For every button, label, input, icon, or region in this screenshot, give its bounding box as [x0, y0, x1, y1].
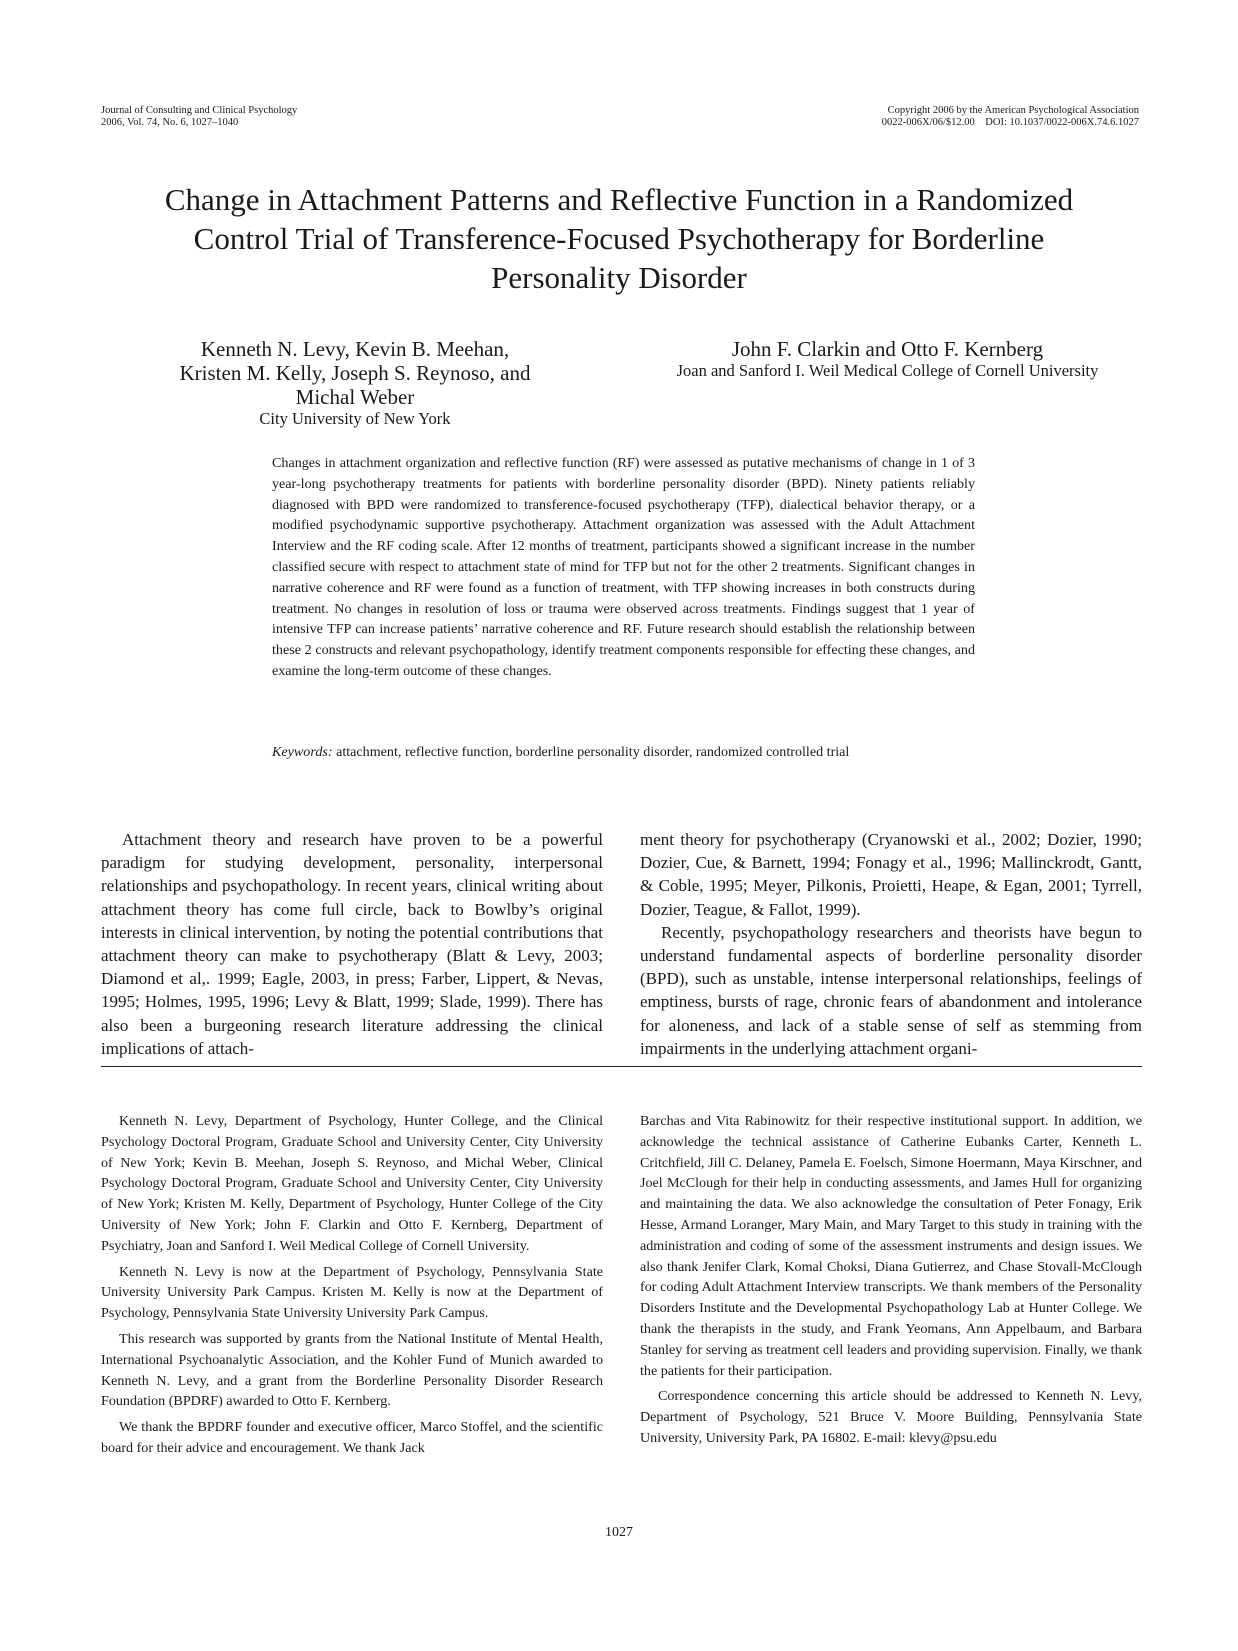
running-head-journal — [101, 105, 297, 129]
doi-line: 0022-006X/06/$12.00 DOI: 10.1037/0022-006X.74.6.1027 — [881, 117, 1139, 128]
journal-volume: 2006, Vol. 74, No. 6, 1027–1040 — [101, 117, 239, 128]
body-paragraph-continued: ment theory for psychotherapy (Cryanowski et al., 2002; Dozier, 1990; Dozier, Cue, & Barnett, 1994; Fonagy et al., 1996; Mallinckrodt, Gantt, & Coble, 1995; Meyer, Pilkonis, Proietti, Heape, & Egan, 2001; Tyrrell, Dozier, Teague, & Fallot, 1999). — [640, 830, 1142, 919]
body-paragraph: Attachment theory and research have proven to be a powerful paradigm for studying development, personality, interpersonal relationships and psychopathology. In recent years, clinical writing about attachment theory has come full circle, back to Bowlby’s original interests in clinical intervention, by noting the potential contributions that attachment theory can make to psychotherapy (Blatt & Levy, 2003; Diamond et al,. 1999; Eagle, 2003, in press; Farber, Lippert, & Nevas, 1995; Holmes, 1995, 1996; Levy & Blatt, 1999; Slade, 1999). There has also been a burgeoning research literature addressing the clinical implications of attach- — [101, 830, 603, 1058]
body-column-left — [101, 828, 603, 1060]
author-note-acknowledgments: We thank the BPDRF founder and executive officer, Marco Stoffel, and the scientific board for their advice and encouragement. We thank Jack — [101, 1419, 603, 1456]
page-number: 1027 — [605, 1525, 633, 1540]
author-note-funding: This research was supported by grants from the National Institute of Mental Health, International Psychoanalytic Association, and the Kohler Fund of Munich awarded to Kenneth N. Levy, and a grant from the Borderline Personality Disorder Research Foundation (BPDRF) awarded to Otto F. Kernberg. — [101, 1330, 603, 1410]
title-line-3: Personality Disorder — [491, 260, 747, 295]
body-paragraph: Recently, psychopathology researchers and theorists have begun to understand fundamental aspects of borderline personality disorder (BPD), such as unstable, intense interpersonal relationships, feelings of emptiness, bursts of rage, chronic fears of abandonment and intolerance for aloneness, and lack of a stable sense of self as stemming from impairments in the underlying attachment organi- — [640, 922, 1142, 1058]
article-title — [80, 180, 1158, 297]
author-line-1: Kenneth N. Levy, Kevin B. Meehan, — [200, 337, 510, 361]
author-line-cornell: John F. Clarkin and Otto F. Kernberg — [731, 337, 1044, 361]
author-note-acknowledgments-continued: Barchas and Vita Rabinowitz for their respective institutional support. In addition, we acknowledge the technical assistance of Catherine Eubanks Carter, Kenneth L. Critchfield, Jill C. Delaney, Pamela E. Foelsch, Simone Hoermann, Maya Kirschner, and Joel McClough for their help in conducting assessments, and James Hull for organizing and maintaining the data. We also acknowledge the consultation of Peter Fonagy, Erik Hesse, Armand Loranger, Mary Main, and Mary Target to this study in training with the administration and coding of some of the assessment instruments and design issues. We also thank Jenifer Clark, Komal Choksi, Diana Gutierrez, and Chase Stovall-McClough for coding Adult Attachment Interview transcripts. We thank members of the Personality Disorders Institute and the Developmental Psychopathology Lab at Hunter College. We thank the therapists in the study, and Frank Yeomans, Ann Appelbaum, and Barbara Stanley for serving as treatment cell leaders and providing supervision. Finally, we thank the patients for their participation. — [640, 1113, 1142, 1379]
journal-name: Journal of Consulting and Clinical Psychology — [101, 105, 298, 116]
title-line-1: Change in Attachment Patterns and Reflective Function in a Randomized — [164, 182, 1074, 217]
running-head-copyright — [882, 105, 1139, 129]
keywords-text: attachment, reflective function, borderline personality disorder, randomized controlled trial — [332, 744, 850, 760]
author-affiliation-cuny: City University of New York — [259, 409, 451, 428]
author-note-current-affiliations: Kenneth N. Levy is now at the Department of Psychology, Pennsylvania State University University Park Campus. Kristen M. Kelly is now at the Department of Psychology, Pennsylvania State University University Park Campus. — [101, 1263, 603, 1322]
abstract: Changes in attachment organization and reflective function (RF) were assessed as putative mechanisms of change in 1 of 3 year-long psychotherapy treatments for patients with borderline personality disorder (BPD). Ninety patients reliably diagnosed with BPD were randomized to transference-focused psychotherapy (TFP), dialectical behavior therapy, or a modified psychodynamic supportive psychotherapy. Attachment organization was assessed with the Adult Attachment Interview and the RF coding scale. After 12 months of treatment, participants showed a significant increase in the number classified secure with respect to attachment state of mind for TFP but not for the other 2 treatments. Significant changes in narrative coherence and RF were found as a function of treatment, with TFP showing increases in both constructs during treatment. No changes in resolution of loss or trauma were observed across treatments. Findings suggest that 1 year of intensive TFP can increase patients’ narrative coherence and RF. Future research should establish the relationship between these 2 constructs and relevant psychopathology, identify treatment components responsible for effecting these changes, and examine the long-term outcome of these changes. — [272, 455, 975, 679]
author-note-correspondence: Correspondence concerning this article should be addressed to Kenneth N. Levy, Department of Psychology, 521 Bruce V. Moore Building, Pennsylvania State University, University Park, PA 16802. E-mail: klevy@psu.edu — [640, 1388, 1142, 1446]
author-note-affiliations: Kenneth N. Levy, Department of Psychology, Hunter College, and the Clinical Psychology Doctoral Program, Graduate School and University Center, City University of New York; Kevin B. Meehan, Joseph S. Reynoso, and Michal Weber, Clinical Psychology Doctoral Program, Graduate School and University Center, City University of New York; Kristen M. Kelly, Department of Psychology, Hunter College of the City University of New York; John F. Clarkin and Otto F. Kernberg, Department of Psychiatry, Joan and Sanford I. Weil Medical College of Cornell University. — [101, 1113, 603, 1254]
footnotes-column-left — [101, 1111, 603, 1464]
author-line-3: Michal Weber — [295, 385, 415, 409]
footnote-divider — [101, 1066, 1142, 1067]
body-column-right — [640, 828, 1142, 1060]
author-line-2: Kristen M. Kelly, Joseph S. Reynoso, and — [179, 361, 531, 385]
keywords-label: Keywords: — [272, 744, 333, 760]
author-group-cuny — [100, 337, 610, 429]
title-line-2: Control Trial of Transference-Focused Psychotherapy for Borderline — [193, 221, 1045, 256]
author-affiliation-cornell: Joan and Sanford I. Weil Medical College of Cornell University — [676, 361, 1099, 380]
footnotes-column-right — [640, 1111, 1142, 1454]
copyright-line: Copyright 2006 by the American Psychological Association — [887, 105, 1139, 116]
author-group-cornell — [630, 337, 1145, 381]
keywords — [272, 742, 992, 762]
